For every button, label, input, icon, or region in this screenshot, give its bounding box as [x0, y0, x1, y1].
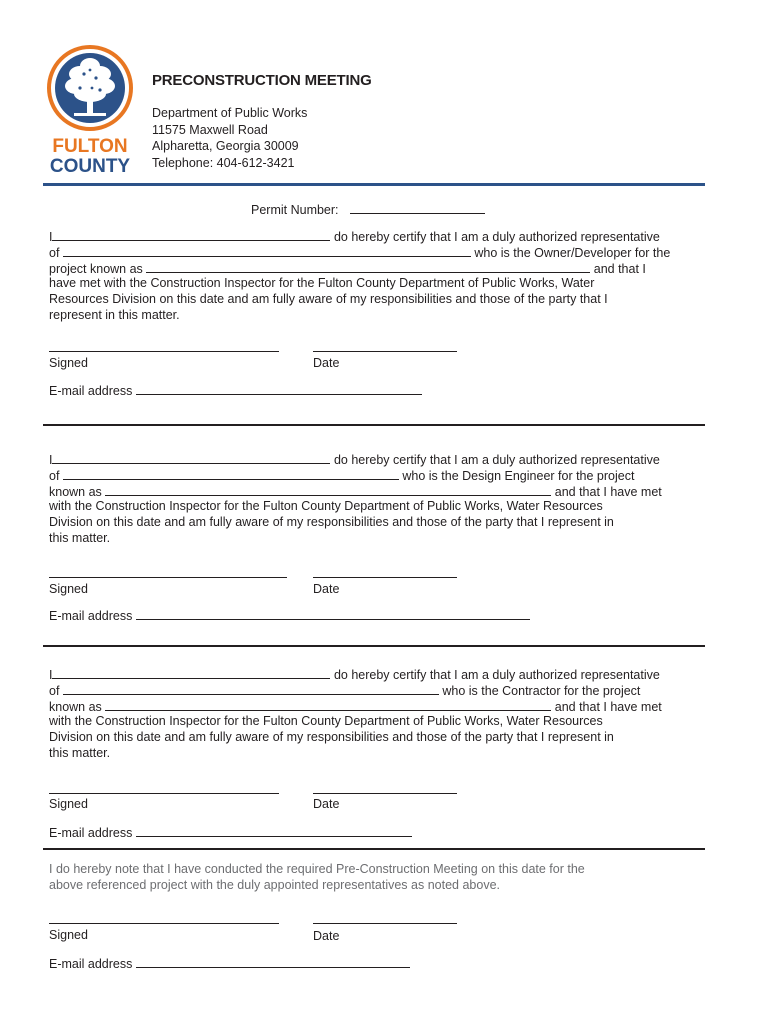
- owner-email-row: E-mail address: [49, 382, 422, 398]
- owner-date-label: Date: [313, 356, 340, 370]
- engineer-signature-field[interactable]: [49, 577, 287, 578]
- owner-line-6: represent in this matter.: [49, 308, 180, 322]
- contractor-line-3: known as and that I have met: [49, 700, 662, 714]
- engineer-date-field[interactable]: [313, 577, 457, 578]
- contractor-email-field[interactable]: [136, 824, 412, 837]
- contractor-date-label: Date: [313, 797, 340, 811]
- page-title: PRECONSTRUCTION MEETING: [152, 72, 372, 89]
- contractor-line-1: I do hereby certify that I am a duly authorized representative: [49, 668, 660, 682]
- owner-date-field[interactable]: [313, 351, 457, 352]
- inspector-date-label: Date: [313, 929, 340, 943]
- tree-seal-icon: [44, 44, 136, 176]
- contractor-line-4: with the Construction Inspector for the Fulton County Department of Public Works, Water Resources: [49, 714, 603, 728]
- engineer-rep-name-field[interactable]: [52, 451, 330, 464]
- inspector-line-1: I do hereby note that I have conducted the required Pre-Construction Meeting on this date for the: [49, 862, 585, 876]
- owner-line-4: have met with the Construction Inspector for the Fulton County Department of Public Works, Water: [49, 276, 595, 290]
- owner-line-1: I do hereby certify that I am a duly authorized representative: [49, 230, 660, 244]
- engineer-line-1: I do hereby certify that I am a duly authorized representative: [49, 453, 660, 467]
- owner-signed-label: Signed: [49, 356, 88, 370]
- owner-email-field[interactable]: [136, 382, 422, 395]
- contractor-rep-name-field[interactable]: [52, 666, 330, 679]
- engineer-line-4: with the Construction Inspector for the Fulton County Department of Public Works, Water Resources: [49, 499, 603, 513]
- engineer-line-3: known as and that I have met: [49, 485, 662, 499]
- engineer-line-6: this matter.: [49, 531, 111, 545]
- inspector-email-row: E-mail address: [49, 955, 410, 971]
- contractor-line-6: this matter.: [49, 746, 111, 760]
- section-divider-1: [43, 424, 705, 426]
- inspector-signature-field[interactable]: [49, 923, 279, 924]
- engineer-line-2: of who is the Design Engineer for the project: [49, 469, 635, 483]
- contractor-email-row: E-mail address: [49, 824, 412, 840]
- inspector-email-field[interactable]: [136, 955, 410, 968]
- inspector-date-field[interactable]: [313, 923, 457, 924]
- contractor-company-field[interactable]: [63, 682, 439, 695]
- fulton-county-logo: [44, 44, 136, 176]
- engineer-company-field[interactable]: [63, 467, 399, 480]
- permit-number-row: [251, 201, 485, 217]
- engineer-signed-label: Signed: [49, 582, 88, 596]
- contractor-project-field[interactable]: [105, 698, 551, 711]
- engineer-project-field[interactable]: [105, 483, 551, 496]
- section-divider-2: [43, 645, 705, 647]
- city-state-zip: Alpharetta, Georgia 30009: [152, 139, 299, 154]
- contractor-line-5: Division on this date and am fully aware of my responsibilities and those of the party that I represent in: [49, 730, 614, 744]
- engineer-line-5: Division on this date and am fully aware of my responsibilities and those of the party that I represent in: [49, 515, 614, 529]
- section-divider-3: [43, 848, 705, 850]
- logo-text-fulton: FULTON: [52, 136, 128, 157]
- inspector-line-2: above referenced project with the duly appointed representatives as noted above.: [49, 878, 500, 892]
- owner-line-5: Resources Division on this date and am fully aware of my responsibilities and those of the party that I: [49, 292, 608, 306]
- telephone: Telephone: 404-612-3421: [152, 155, 295, 170]
- address-block: [152, 105, 307, 171]
- engineer-date-label: Date: [313, 582, 340, 596]
- contractor-signature-field[interactable]: [49, 793, 279, 794]
- owner-project-field[interactable]: [146, 260, 590, 273]
- street-address: 11575 Maxwell Road: [152, 122, 268, 137]
- header-divider: [43, 183, 705, 186]
- owner-company-field[interactable]: [63, 244, 471, 257]
- contractor-signed-label: Signed: [49, 797, 88, 811]
- contractor-line-2: of who is the Contractor for the project: [49, 684, 641, 698]
- department-name: Department of Public Works: [152, 106, 308, 120]
- logo-text-county: COUNTY: [49, 156, 131, 176]
- engineer-email-field[interactable]: [136, 607, 530, 620]
- engineer-email-row: E-mail address: [49, 607, 530, 623]
- permit-number-label: Permit Number:: [251, 203, 339, 217]
- inspector-signed-label: Signed: [49, 928, 88, 942]
- owner-line-3: project known as and that I: [49, 262, 646, 276]
- owner-rep-name-field[interactable]: [52, 228, 330, 241]
- owner-line-2: of who is the Owner/Developer for the: [49, 246, 671, 260]
- permit-number-field[interactable]: [350, 201, 485, 214]
- contractor-date-field[interactable]: [313, 793, 457, 794]
- owner-signature-field[interactable]: [49, 351, 279, 352]
